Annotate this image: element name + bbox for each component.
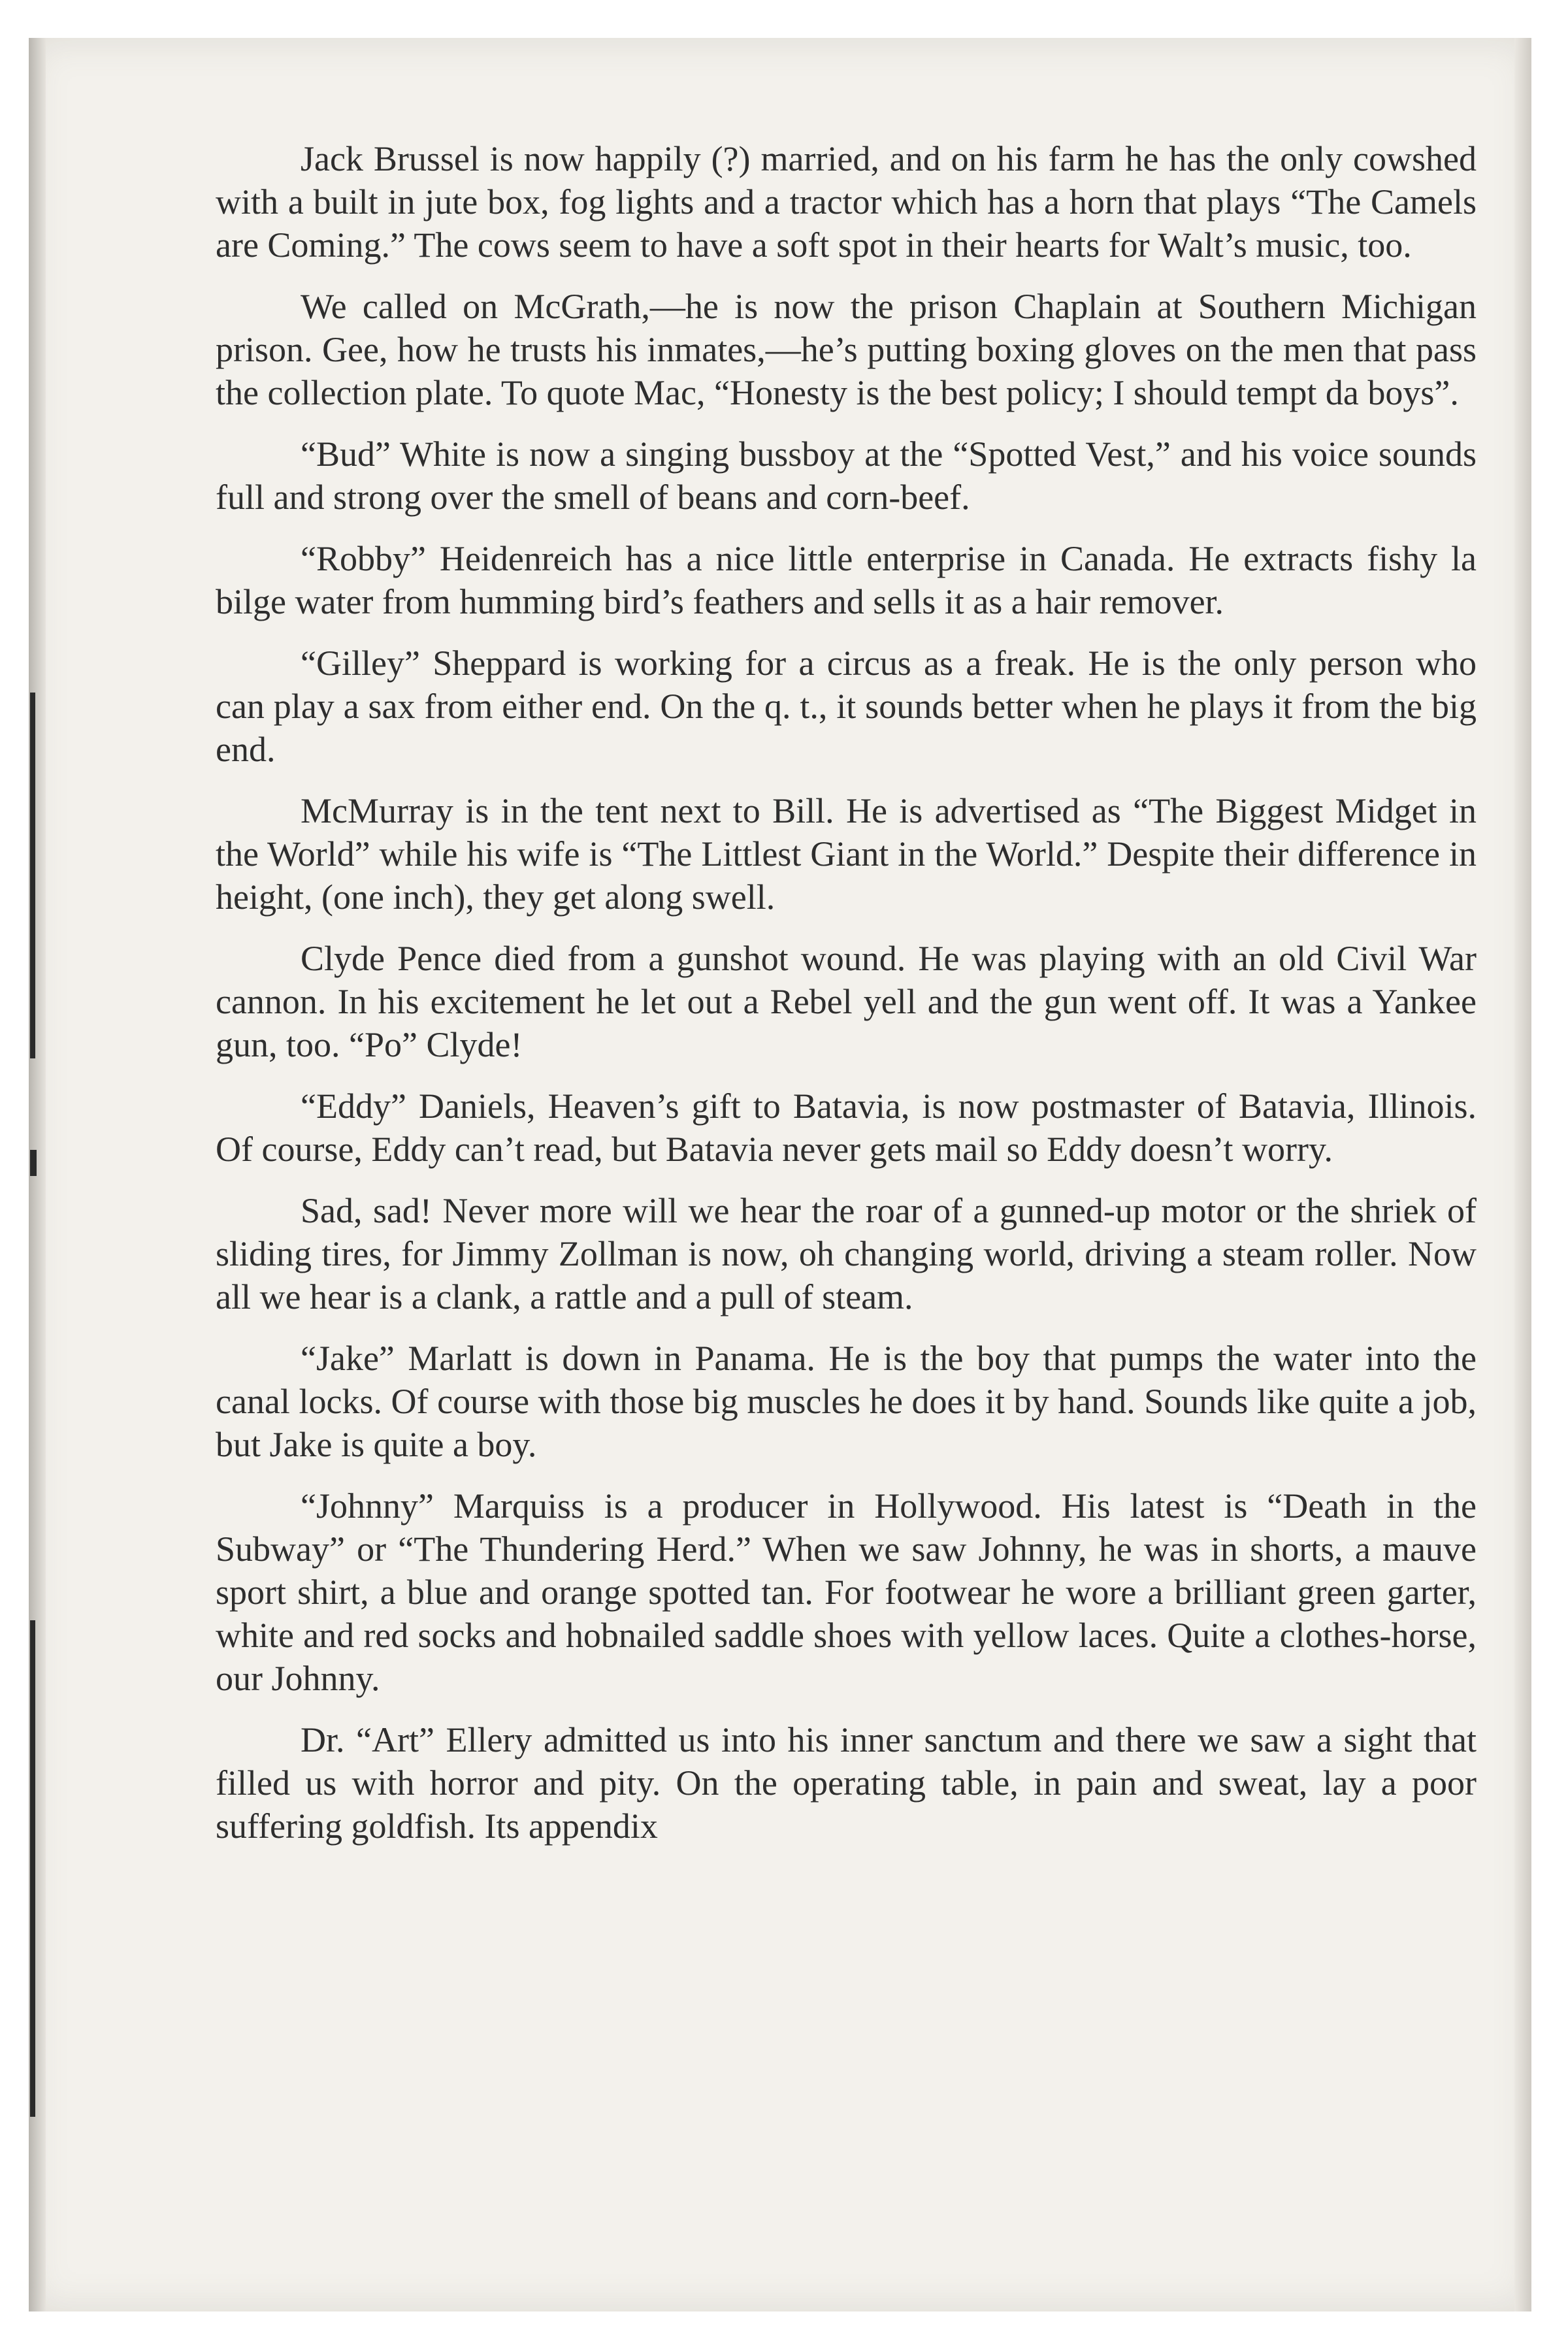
paragraph-jimmy-zollman: Sad, sad! Never more will we hear the roar of a gunned-up motor or the shriek of sliding tires, for Jimmy Zollman is now, oh changing world, driving a steam roller. Now all we hear is a clank, a rattle and a pull of steam. — [216, 1191, 1477, 1316]
page-edge-shadow — [1514, 38, 1531, 2311]
paragraph-clyde-pence: Clyde Pence died from a gunshot wound. He was playing with an old Civil War cannon. In his excitement he let out a Rebel yell and the gun went off. It was a Yankee gun, too. “Po” Clyde! — [216, 939, 1477, 1064]
paragraph-art-ellery: Dr. “Art” Ellery admitted us into his inner sanctum and there we saw a sight that filled us with horror and pity. On the operating table, in pain and sweat, lay a poor suffering goldfish. Its appendix — [216, 1720, 1477, 1846]
paragraph-mcmurray: McMurray is in the tent next to Bill. He is advertised as “The Biggest Midget in the World” while his wife is “The Littlest Giant in the World.” Despite their difference in height, (one inch), they get along swell. — [216, 791, 1477, 917]
paragraph-gilley-sheppard: “Gilley” Sheppard is working for a circus as a freak. He is the only person who can play a sax from either end. On the q. t., it sounds better when he plays it from the big end. — [216, 644, 1477, 769]
paragraph-bud-white: “Bud” White is now a singing bussboy at the “Spotted Vest,” and his voice sounds full and strong over the smell of beans and corn-beef. — [216, 434, 1477, 517]
binding-mark — [30, 1150, 37, 1176]
paragraph-eddy-daniels: “Eddy” Daniels, Heaven’s gift to Batavia, is now postmaster of Batavia, Illinois. Of course, Eddy can’t read, but Batavia never gets mail so Eddy doesn’t worry. — [216, 1086, 1477, 1169]
paragraph-robby-heidenreich: “Robby” Heidenreich has a nice little enterprise in Canada. He extracts fishy la bilge water from humming bird’s feathers and sells it as a hair remover. — [216, 539, 1477, 621]
paragraph-jake-marlatt: “Jake” Marlatt is down in Panama. He is the boy that pumps the water into the canal locks. Of course with those big muscles he does it by hand. Sounds like quite a job, but Jake is quite a boy. — [216, 1339, 1477, 1464]
paragraph-jack-brussel: Jack Brussel is now happily (?) married, and on his farm he has the only cowshed with a built in jute box, fog lights and a tractor which has a horn that plays “The Camels are Coming.” The cows seem to have a soft spot in their hearts for Walt’s music, too. — [216, 139, 1477, 265]
binding-mark — [30, 693, 35, 1058]
paragraph-johnny-marquiss: “Johnny” Marquiss is a producer in Hollywood. His latest is “Death in the Subway” or “The Thundering Herd.” When we saw Johnny, he was in shorts, a mauve sport shirt, a blue and orange spotted tan. For footwear he wore a brilliant green garter, white and red socks and hobnailed saddle shoes with yellow laces. Quite a clothes-horse, our Johnny. — [216, 1486, 1477, 1698]
paragraph-mcgrath: We called on McGrath,—he is now the prison Chaplain at Southern Michigan prison. Gee, how he trusts his inmates,—he’s putting boxing gloves on the men that pass the collection plate. To quote Mac, “Honesty is the best policy; I should tempt da boys”. — [216, 287, 1477, 412]
document-body — [216, 137, 1477, 1866]
binding-mark — [30, 1620, 35, 2117]
